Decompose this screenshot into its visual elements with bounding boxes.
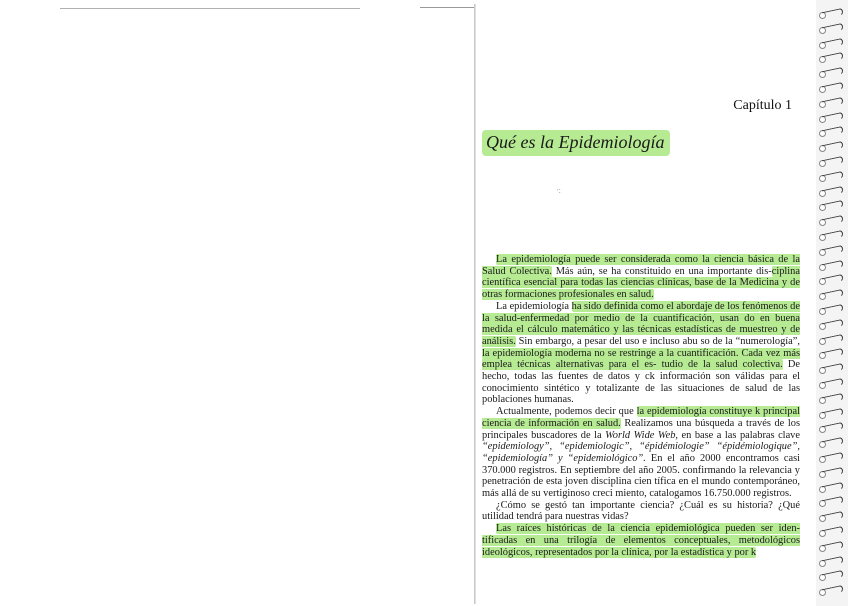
highlighted-text: la epidemiología constituye k principal ciencia de información en salud. [482,406,800,429]
binding-coil [822,259,843,271]
text-segment: ¿Cómo se gestó tan importante ciencia? ¿Cuál es su historia? ¿Qué utilidad tendrá para nuestras vidas? [482,499,800,523]
binding-coil [822,363,843,375]
highlighted-text: menos de la salud-enfermedad por medio de la cuantificación, usan do en buena medida el cálculo matemático y las técnicas estadísticas de muestreo y de análisis. [482,300,800,347]
binding-coil [822,333,843,345]
chapter-title-container [482,130,670,156]
binding-coil [822,437,843,449]
highlighted-text: Las raíces históricas de la ciencia epidemiológica pueden ser iden- tificadas en una trilogía de elementos conceptuales, metodológicos ideológicos, representados por la clínica, por la estadística y por k [482,523,800,558]
paragraph [482,254,800,301]
left-page-top-edge [60,8,360,9]
highlighted-text: La epidemiología puede ser considerada como la ciencia básica de la Salud Colectiva. [482,254,800,277]
chapter-label: Capítulo 1 [733,98,792,113]
binding-coil [822,467,843,479]
binding-coil [822,82,843,94]
binding-coil [822,171,843,183]
page-smudge: ·: [556,186,561,195]
binding-coil [822,215,843,227]
highlighted-text: ha sido definida como el abordaje de los fenó [571,300,761,312]
text-segment: “epidemiology”, “epidemiologic”, “épidémiologie” “épidémiologique”, “epidemiología” y “epidemiológico”. [482,441,800,464]
text-segment: Realizamos una búsqueda a través de los principales buscadores de la [482,417,800,441]
binding-coil [822,245,843,257]
text-segment: La epidemiología [496,300,572,312]
binding-coil [822,111,843,123]
binding-coil [822,526,843,538]
binding-coil [822,481,843,493]
body-text [482,254,800,558]
binding-coil [822,304,843,316]
binding-coil [822,585,843,597]
binding-coil [822,570,843,582]
binding-coil [822,185,843,197]
binding-coil [822,555,843,567]
highlighted-text: la epidemiología moderna no se restringe a la cuantificación. Cada vez más emplea técnicas alternativas para el es- tudio de la salud colectiva. [482,347,800,371]
binding-coil [822,8,843,20]
binding-coil [822,393,843,405]
binding-coil [822,289,843,301]
text-segment: Actualmente, podemos decir que [496,406,637,418]
text-segment: De hecho, todas las fuentes de datos y ck información son válidas para el conocimiento sintético y totalizante de las situaciones de salud de las poblaciones humanas. [482,359,801,406]
highlighted-text: ciplina científica esencial para todas las ciencias clínicas, base de la Medicina y de otras formaciones profesionales en salud. [482,265,800,301]
text-segment: World Wide Web, [605,429,678,441]
binding-coil [822,67,843,79]
text-segment: en base a las palabras clave [678,429,800,441]
paragraph [482,500,800,523]
binding-coil [822,156,843,168]
binding-coil [822,141,843,153]
binding-coil [822,23,843,35]
binding-coil [822,407,843,419]
text-segment: En el año 2000 encontramos casi 370.000 registros. En septiembre del año 2005. confirmando la relevancia y penetración de esta joven disciplina cien tífica en el mundo contemporáneo, más allá de su vertiginoso creci miento, catalogamos 16.750.000 registros. [482,452,800,500]
paragraph [482,406,800,500]
paragraph [482,523,800,558]
binding-coil [822,126,843,138]
binding-coil [822,422,843,434]
binding-coil [822,452,843,464]
right-page [476,0,816,606]
binding-coil [822,230,843,242]
binding-coil [822,348,843,360]
binding-coil [822,97,843,109]
spiral-binding [816,0,848,606]
binding-coil [822,200,843,212]
binding-coil [822,319,843,331]
binding-coil [822,496,843,508]
paragraph [482,301,800,406]
binding-coil [822,52,843,64]
chapter-title: Qué es la Epidemiología [482,130,670,156]
binding-coil [822,511,843,523]
binding-coil [822,37,843,49]
binding-coil [822,378,843,390]
binding-coil [822,541,843,553]
binding-coil [822,274,843,286]
text-segment: Más aún, se ha constituido en una importante dis- [551,265,772,277]
text-segment: Sin embargo, a pesar del uso e incluso abu so de la “numerología”, [515,335,800,347]
